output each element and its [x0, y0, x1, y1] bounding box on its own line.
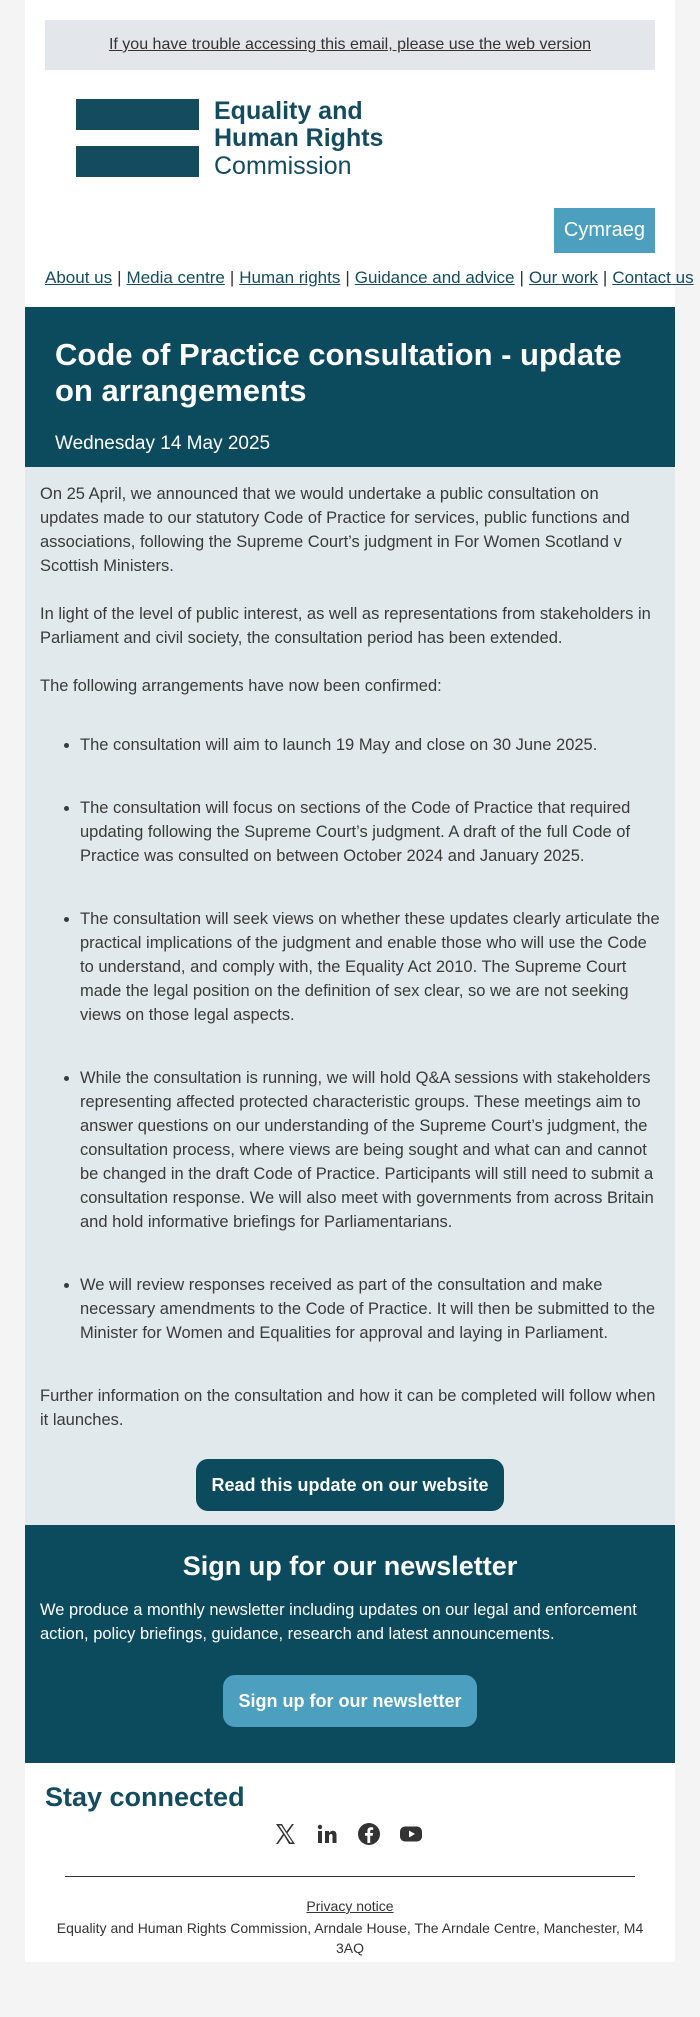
welsh-language-button[interactable]: Cymraeg — [554, 208, 655, 253]
nav-separator: | — [602, 268, 608, 287]
web-version-link[interactable]: If you have trouble accessing this email, please use the web version — [108, 36, 592, 53]
list-item: • The consultation will aim to launch 19 May and close on 30 June 2025. — [80, 733, 660, 757]
top-navigation — [45, 268, 694, 288]
web-version-banner — [45, 20, 655, 70]
list-item: • While the consultation is running, we will hold Q&A sessions with stakeholders representing affected protected characteristic groups. These meetings aim to answer questions on our understanding of the Supreme Court’s judgment, the consultation process, where views are being sought and what can and cannot be changed in the draft Code of Practice. Participants will still need to submit a consultation response. We will also meet with governments from across Britain and hold informative briefings for Parliamentarians. — [80, 1066, 660, 1234]
list-item: • The consultation will seek views on whether these updates clearly articulate the practical implications of the judgment and enable those who will use the Code to understand, and comply with, the Equality Act 2010. The Supreme Court made the legal position on the definition of sex clear, so we are not seeking views on those legal aspects. — [80, 907, 660, 1027]
nav-separator: | — [229, 268, 235, 287]
logo-text-line-3: Commission — [214, 152, 352, 180]
logo-bar-bottom — [76, 146, 199, 177]
newsletter-signup-button[interactable]: Sign up for our newsletter — [223, 1675, 477, 1727]
arrangements-list — [40, 733, 660, 1345]
read-on-website-button[interactable]: Read this update on our website — [196, 1459, 504, 1511]
facebook-icon[interactable] — [357, 1822, 381, 1846]
nav-about-us[interactable]: About us — [45, 268, 113, 287]
closing-paragraph: Further information on the consultation and how it can be completed will follow when it launches. — [40, 1387, 656, 1429]
postal-address: Equality and Human Rights Commission, Arndale House, The Arndale Centre, Manchester, M4 3AQ — [56, 1920, 644, 1956]
hero-banner — [25, 307, 675, 467]
nav-separator: | — [345, 268, 350, 287]
nav-separator: | — [117, 268, 122, 287]
nav-our-work[interactable]: Our work — [528, 268, 598, 287]
youtube-icon[interactable] — [399, 1822, 423, 1846]
list-item: • The consultation will focus on sections of the Code of Practice that required updating following the Supreme Court’s judgment. A draft of the full Code of Practice was consulted on between October 2024 and January 2025. — [80, 796, 660, 868]
email-container — [25, 0, 694, 1962]
social-links — [273, 1822, 423, 1846]
newsletter-description: We produce a monthly newsletter including updates on our legal and enforcement action, policy briefings, guidance, research and latest announcements. — [40, 1601, 637, 1643]
extension-paragraph: In light of the level of public interest, as well as representations from stakeholders in Parliament and civil society, the consultation period has been extended. — [40, 605, 651, 647]
arrangements-lead: The following arrangements have now been confirmed: — [40, 677, 442, 695]
newsletter-heading: Sign up for our newsletter — [182, 1551, 518, 1581]
x-icon[interactable] — [273, 1822, 297, 1846]
stay-connected-heading: Stay connected — [45, 1782, 245, 1812]
footer-divider — [65, 1876, 635, 1877]
page-title: Code of Practice consultation - update on arrangements — [55, 337, 622, 408]
list-item: • We will review responses received as part of the consultation and make necessary amendments to the Code of Practice. It will then be submitted to the Minister for Women and Equalities for approval and laying in Parliament. — [80, 1273, 660, 1345]
article-body — [25, 467, 675, 1525]
nav-separator: | — [519, 268, 524, 287]
publish-date: Wednesday 14 May 2025 — [55, 433, 271, 454]
nav-human-rights[interactable]: Human rights — [239, 268, 341, 287]
linkedin-icon[interactable] — [315, 1822, 339, 1846]
privacy-notice-link[interactable]: Privacy notice — [306, 1898, 394, 1914]
nav-media-centre[interactable]: Media centre — [126, 268, 225, 287]
privacy-row — [25, 1898, 675, 1914]
newsletter-section — [25, 1525, 675, 1763]
logo-text-line-1: Equality and — [214, 97, 363, 125]
nav-contact-us[interactable]: Contact us — [612, 268, 694, 287]
logo-text-line-2: Human Rights — [214, 124, 384, 152]
intro-paragraph: On 25 April, we announced that we would undertake a public consultation on updates made to our statutory Code of Practice for services, public functions and associations, following the Supreme Court’s judgment in For Women Scotland v Scottish Ministers. — [40, 485, 630, 575]
logo-bar-top — [76, 99, 199, 130]
nav-guidance-and-advice[interactable]: Guidance and advice — [354, 268, 515, 287]
